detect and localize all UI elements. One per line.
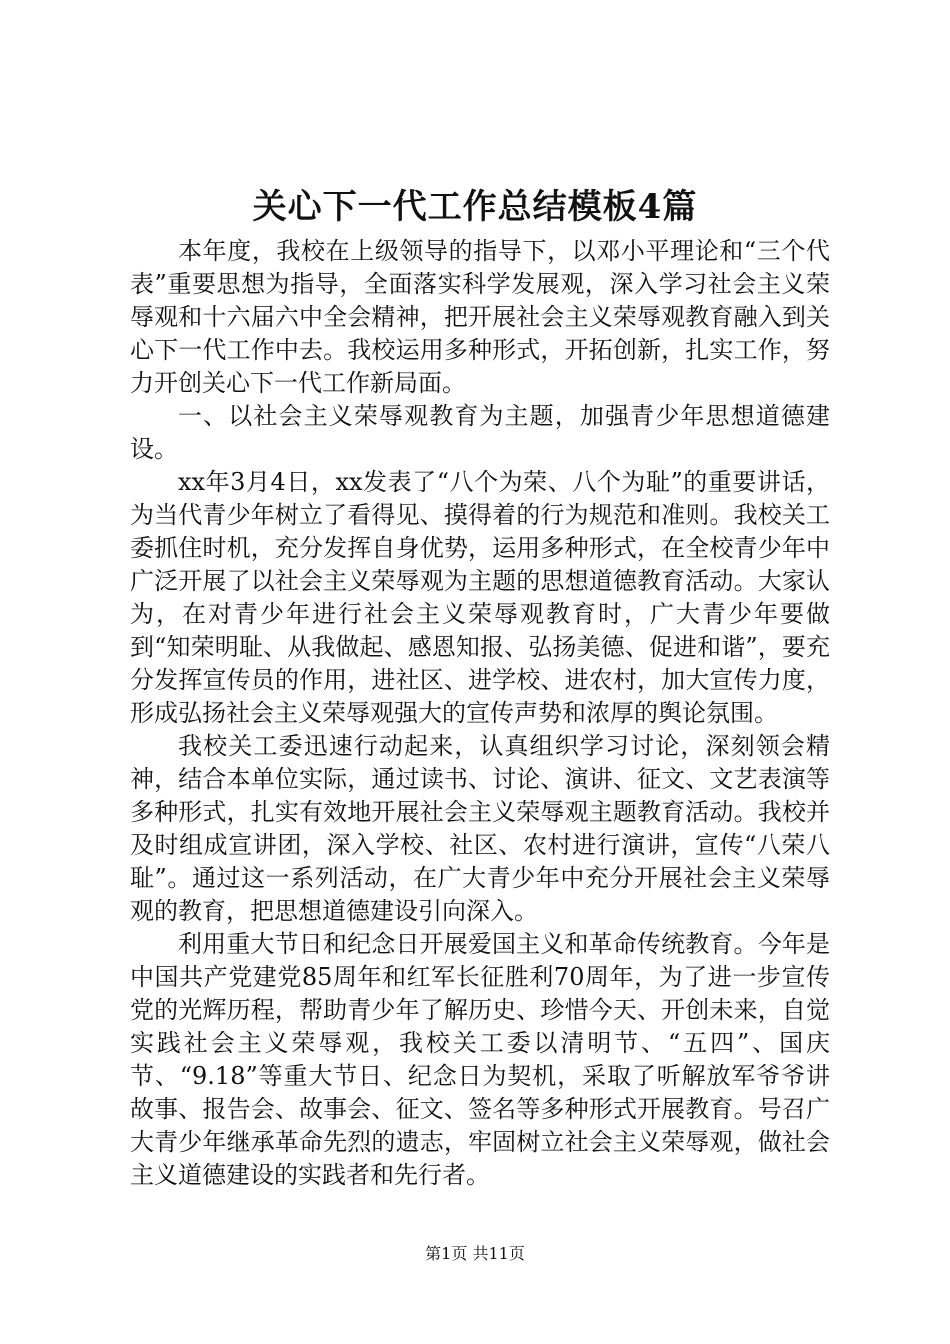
paragraph-holidays: 利用重大节日和纪念日开展爱国主义和革命传统教育。今年是中国共产党建党85周年和红军长征胜利70周年，为了进一步宣传党的光辉历程，帮助青少年了解历史、珍惜今天、开创未来，自觉实践社会主义荣辱观，我校关工委以清明节、“五四”、国庆节、“9.18”等重大节日、纪念日为契机，采取了听解放军爷爷讲故事、报告会、故事会、征文、签名等多种形式开展教育。号召广大青少年继承革命先烈的遗志，牢固树立社会主义荣辱观，做社会主义道德建设的实践者和先行者。 (130, 930, 830, 1189)
paragraph-speech: xx年3月4日，xx发表了“八个为荣、八个为耻”的重要讲话，为当代青少年树立了看得见、摸得着的行为规范和准则。我校关工委抓住时机，充分发挥自身优势，运用多种形式，在全校青少年中广泛开展了以社会主义荣辱观为主题的思想道德教育活动。大家认为，在对青少年进行社会主义荣辱观教育时，广大青少年要做到“知荣明耻、从我做起、感恩知报、弘扬美德、促进和谐”，要充分发挥宣传员的作用，进社区、进学校、进农村，加大宣传力度，形成弘扬社会主义荣辱观强大的宣传声势和浓厚的舆论氛围。 (130, 468, 830, 727)
page-number: 第1页 (425, 1244, 468, 1263)
paragraph-intro: 本年度，我校在上级领导的指导下，以邓小平理论和“三个代表”重要思想为指导，全面落实科学发展观，深入学习社会主义荣辱观和十六届六中全会精神，把开展社会主义荣辱观教育融入到关心下一代工作中去。我校运用多种形式，开拓创新，扎实工作，努力开创关心下一代工作新局面。 (130, 237, 830, 397)
page-footer (0, 1243, 950, 1265)
document-body (130, 235, 830, 1192)
paragraph-action: 我校关工委迅速行动起来，认真组织学习讨论，深刻领会精神，结合本单位实际，通过读书、讨论、演讲、征文、文艺表演等多种形式，扎实有效地开展社会主义荣辱观主题教育活动。我校并及时组成宣讲团，深入学校、社区、农村进行演讲，宣传“八荣八耻”。通过这一系列活动，在广大青少年中充分开展社会主义荣辱观的教育，把思想道德建设引向深入。 (130, 732, 830, 925)
paragraph-section-heading: 一、以社会主义荣辱观教育为主题，加强青少年思想道德建设。 (130, 402, 830, 463)
document-title: 关心下一代工作总结模板4篇 (252, 187, 698, 227)
page-total: 共11页 (472, 1244, 525, 1263)
